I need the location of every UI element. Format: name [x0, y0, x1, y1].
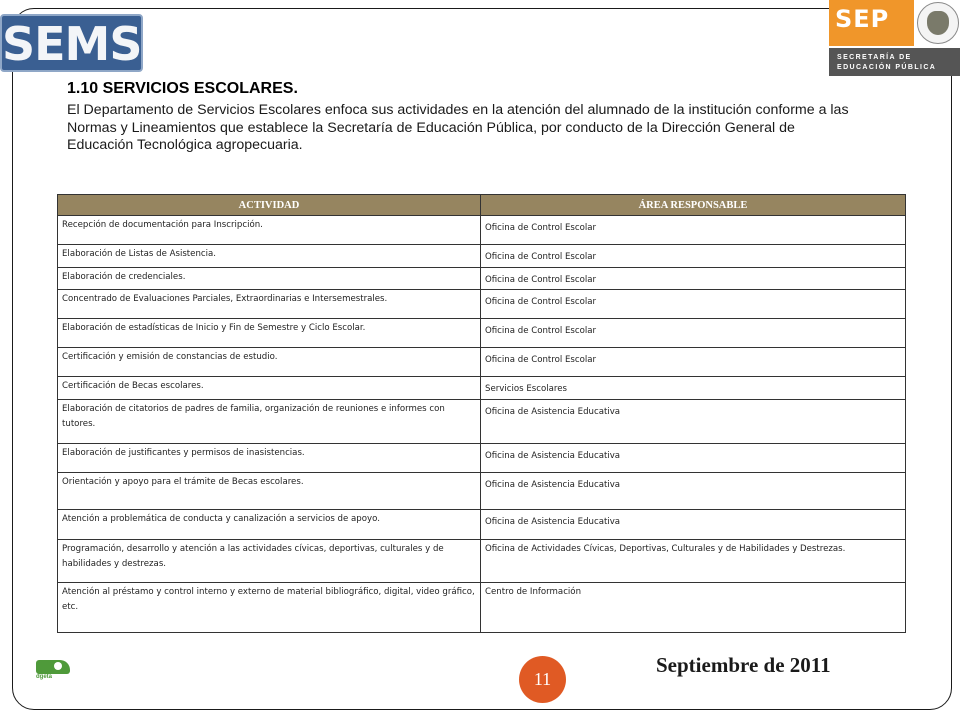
table-row — [58, 319, 906, 348]
area-cell: Oficina de Control Escolar — [481, 216, 906, 245]
area-cell: Oficina de Asistencia Educativa — [481, 400, 906, 444]
area-cell: Oficina de Actividades Cívicas, Deportivas, Culturales y de Habilidades y Destrezas. — [481, 540, 906, 583]
table-header-row — [58, 195, 906, 216]
dgeta-logo-text: dgeta — [36, 674, 53, 680]
table-row — [58, 290, 906, 319]
table-row — [58, 540, 906, 583]
sep-logo-line2: EDUCACIÓN PÚBLICA — [837, 64, 937, 71]
activity-cell: Elaboración de credenciales. — [58, 268, 481, 290]
area-cell: Oficina de Asistencia Educativa — [481, 473, 906, 510]
activity-cell: Elaboración de citatorios de padres de familia, organización de reuniones e informes con tutores. — [58, 400, 481, 444]
table-row — [58, 348, 906, 377]
table-row — [58, 583, 906, 633]
mexico-seal-icon — [917, 2, 959, 44]
area-cell: Centro de Información — [481, 583, 906, 633]
activity-cell: Elaboración de Listas de Asistencia. — [58, 245, 481, 268]
activity-cell: Recepción de documentación para Inscripción. — [58, 216, 481, 245]
area-cell: Oficina de Control Escolar — [481, 319, 906, 348]
dgeta-logo — [36, 660, 70, 682]
table-row — [58, 400, 906, 444]
area-cell: Servicios Escolares — [481, 377, 906, 400]
sems-logo — [0, 14, 143, 72]
activity-cell: Certificación de Becas escolares. — [58, 377, 481, 400]
area-cell: Oficina de Control Escolar — [481, 290, 906, 319]
area-cell: Oficina de Control Escolar — [481, 245, 906, 268]
sep-logo — [829, 0, 960, 76]
table-row — [58, 245, 906, 268]
section-paragraph: El Departamento de Servicios Escolares enfoca sus actividades en la atención del alumnado de la institución conforme a las Normas y Lineamientos que establece la Secretaría de Educación Pública, por conducto de la Dirección General de Educación Tecnológica agropecuaria. — [67, 102, 849, 154]
activity-cell: Certificación y emisión de constancias de estudio. — [58, 348, 481, 377]
section-title: 1.10 SERVICIOS ESCOLARES. — [67, 80, 298, 97]
area-cell: Oficina de Control Escolar — [481, 348, 906, 377]
activity-cell: Atención a problemática de conducta y canalización a servicios de apoyo. — [58, 510, 481, 540]
footer-date: Septiembre de 2011 — [656, 653, 831, 677]
column-header-actividad: ACTIVIDAD — [58, 195, 481, 216]
table-row — [58, 216, 906, 245]
sems-logo-text: SEMS — [2, 17, 142, 71]
activity-cell: Concentrado de Evaluaciones Parciales, Extraordinarias e Intersemestrales. — [58, 290, 481, 319]
area-cell: Oficina de Asistencia Educativa — [481, 510, 906, 540]
activity-cell: Elaboración de justificantes y permisos de inasistencias. — [58, 444, 481, 473]
sep-logo-acronym: SEP — [835, 5, 890, 33]
area-cell: Oficina de Asistencia Educativa — [481, 444, 906, 473]
activity-cell: Atención al préstamo y control interno y externo de material bibliográfico, digital, video gráfico, etc. — [58, 583, 481, 633]
area-cell: Oficina de Control Escolar — [481, 268, 906, 290]
page-number-badge: 11 — [519, 656, 566, 703]
activity-cell: Orientación y apoyo para el trámite de Becas escolares. — [58, 473, 481, 510]
table-row — [58, 268, 906, 290]
sep-logo-line1: SECRETARÍA DE — [837, 54, 912, 61]
activities-table — [57, 194, 906, 633]
activity-cell: Programación, desarrollo y atención a las actividades cívicas, deportivas, culturales y de habilidades y destrezas. — [58, 540, 481, 583]
table-row — [58, 510, 906, 540]
table-row — [58, 377, 906, 400]
activity-cell: Elaboración de estadísticas de Inicio y Fin de Semestre y Ciclo Escolar. — [58, 319, 481, 348]
dgeta-logo-icon — [36, 660, 70, 674]
column-header-area: ÁREA RESPONSABLE — [481, 195, 906, 216]
table-row — [58, 473, 906, 510]
table-row — [58, 444, 906, 473]
